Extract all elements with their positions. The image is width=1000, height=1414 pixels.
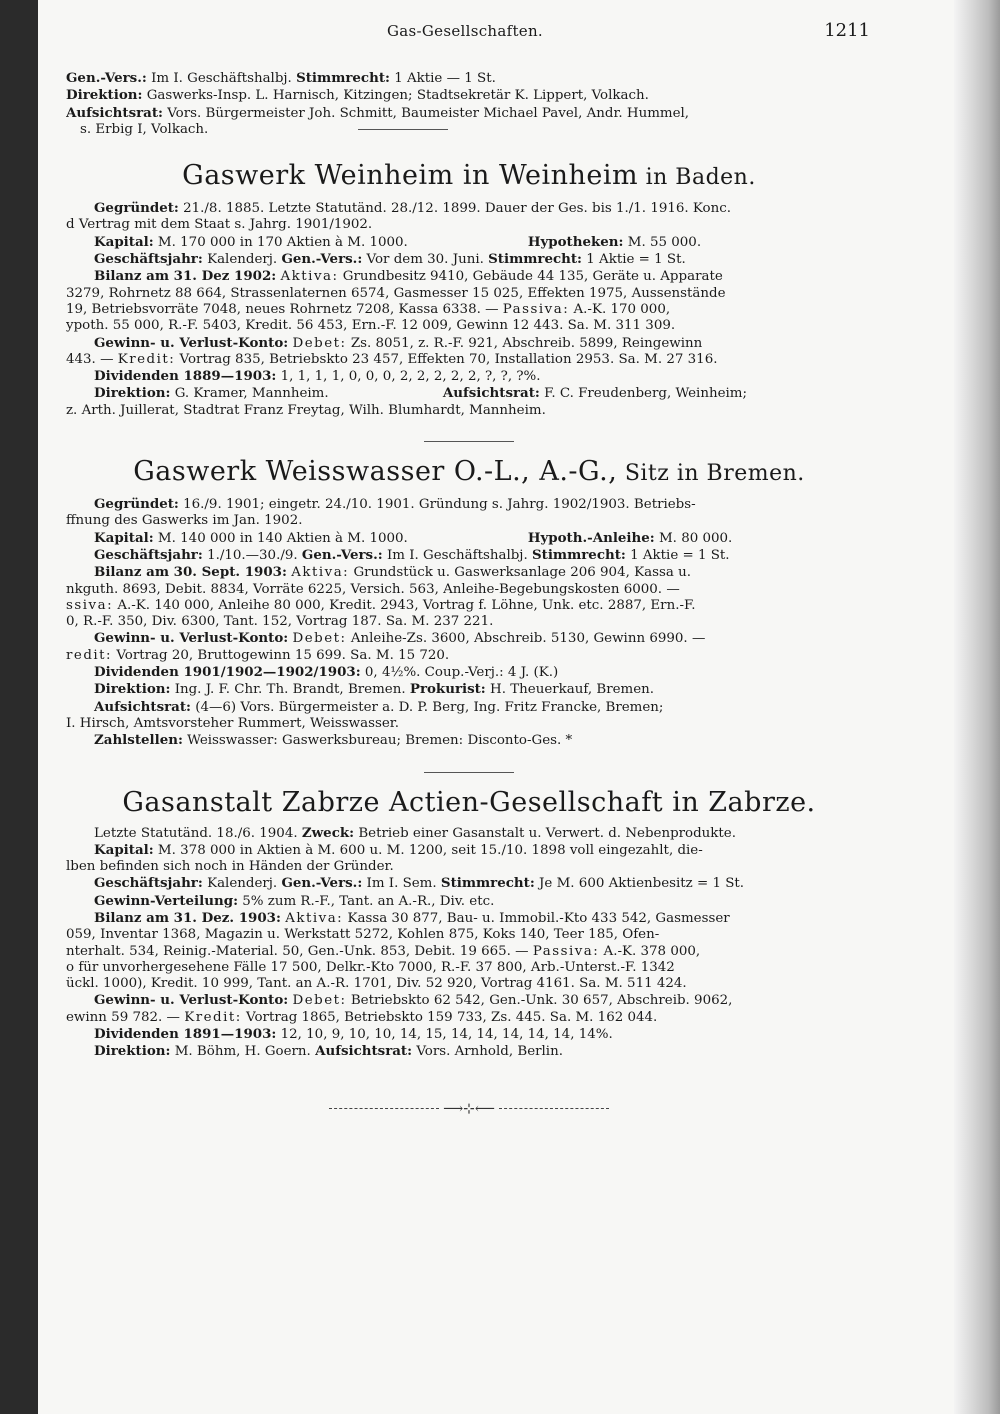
field-text: Vortrag 1865, Betriebskto 159 733, Zs. 445. Sa. M. 162 044.	[241, 1009, 658, 1025]
field-text: 3279, Rohrnetz 88 664, Strassenlaternen 6574, Gasmesser 15 025, Effekten 1975, Aussenstände	[66, 285, 726, 301]
text-line	[66, 716, 872, 732]
running-title: Gas-Gesellschaften.	[386, 22, 543, 40]
field-text: Zs. 8051, z. R.-F. 921, Abschreib. 5899, Reingewinn	[346, 335, 703, 351]
field-text: M. Böhm, H. Goern.	[170, 1044, 316, 1060]
text-line	[66, 582, 872, 598]
field-text: Letzte Statutänd. 18./6. 1904.	[94, 825, 302, 841]
text-line	[66, 302, 872, 318]
field-text: d Vertrag mit dem Staat s. Jahrg. 1901/1902.	[66, 217, 373, 233]
field-text: 1 Aktie = 1 St.	[625, 547, 730, 563]
field-label: Kapital:	[94, 233, 154, 250]
text-line	[66, 630, 872, 647]
field-label: Aufsichtsrat:	[66, 104, 163, 121]
field-text: Betriebskto 62 542, Gen.-Unk. 30 657, Abschreib. 9062,	[346, 993, 733, 1009]
field-text: 1 Aktie — 1 St.	[389, 71, 496, 86]
spacer	[66, 750, 872, 772]
field-label: Gegründet:	[94, 496, 179, 513]
text-line	[66, 547, 872, 564]
field-keyword: Aktiva:	[280, 269, 339, 285]
field-text: M. 170 000 in 170 Aktien à M. 1000.	[153, 234, 408, 250]
text-line	[66, 664, 872, 681]
field-text: nterhalt. 534, Reinig.-Material. 50, Gen.-Unk. 853, Debit. 19 665. —	[66, 943, 533, 959]
field-text: Anleihe-Zs. 3600, Abschreib. 5130, Gewinn 6990. —	[346, 631, 706, 647]
text-line	[66, 859, 872, 875]
text-line	[66, 564, 872, 581]
text-line	[66, 368, 872, 385]
text-line	[66, 70, 872, 87]
field-text: Im I. Geschäftshalbj.	[382, 547, 532, 563]
field-label: Aufsichtsrat:	[315, 1043, 413, 1060]
text-line	[66, 513, 872, 529]
entry-title	[66, 160, 872, 194]
spacer	[66, 773, 872, 787]
field-label: Gen.-Vers.:	[281, 875, 363, 892]
text-line	[66, 1026, 872, 1043]
text-line	[66, 318, 872, 334]
title-suffix: in Baden.	[638, 165, 756, 191]
field-label: Gegründet:	[94, 200, 179, 217]
text-line	[66, 992, 872, 1009]
field-keyword: ssiva:	[66, 597, 114, 613]
field-label: Stimmrecht:	[440, 875, 535, 892]
field-label: Gewinn- u. Verlust-Konto:	[94, 630, 289, 647]
field-label: Aufsichtsrat:	[94, 698, 191, 715]
ornament-line	[499, 1108, 609, 1109]
text-line	[66, 335, 872, 352]
text-line	[66, 944, 872, 960]
page-number: 1211	[824, 20, 870, 41]
field-label: Dividenden 1889—1903:	[94, 368, 277, 385]
field-text: M. 140 000 in 140 Aktien à M. 1000.	[153, 530, 408, 546]
entry-gaswerk-weisswasser	[66, 456, 872, 749]
field-text: o für unvorhergesehene Fälle 17 500, Delkr.-Kto 7000, R.-F. 37 800, Arb.-Unterst.-F. 1342	[66, 959, 675, 975]
field-text: Ing. J. F. Chr. Th. Brandt, Bremen.	[170, 682, 410, 698]
field-keyword: Kredit:	[117, 351, 176, 367]
field-text: ffnung des Gaswerks im Jan. 1902.	[66, 513, 303, 529]
field-label: Direktion:	[94, 681, 171, 698]
field-label: Bilanz am 31. Dez. 1903:	[94, 909, 281, 926]
spacer	[66, 138, 872, 160]
field-text: F. C. Freudenberg, Weinheim;	[539, 386, 747, 402]
spacer	[66, 419, 872, 441]
text-line	[66, 648, 872, 664]
field-keyword: Debet:	[292, 335, 347, 351]
field-label: Geschäftsjahr:	[94, 546, 203, 563]
field-text: H. Theuerkauf, Bremen.	[485, 682, 655, 698]
spacer	[66, 442, 872, 456]
text-line	[66, 234, 872, 251]
text-line	[66, 598, 872, 614]
field-text: Kassa 30 877, Bau- u. Immobil.-Kto 433 542, Gasmesser	[343, 910, 730, 926]
field-text: Grundstück u. Gaswerksanlage 206 904, Kassa u.	[349, 565, 691, 581]
field-label: Aufsichtsrat:	[442, 385, 540, 402]
field-text: Betrieb einer Gasanstalt u. Verwert. d. Nebenprodukte.	[354, 825, 736, 841]
field-text: A.-K. 378 000,	[599, 943, 701, 959]
field-text: I. Hirsch, Amtsvorsteher Rummert, Weisswasser.	[66, 715, 399, 731]
title-main: Gaswerk Weisswasser O.-L., A.-G.,	[133, 456, 618, 488]
title-main: Gaswerk Weinheim in Weinheim	[182, 160, 639, 192]
field-text: Vor dem 30. Juni.	[362, 252, 489, 268]
text-line	[66, 732, 872, 749]
field-text: Kalenderj.	[202, 252, 282, 268]
field-text: M. 378 000 in Aktien à M. 600 u. M. 1200, seit 15./10. 1898 voll eingezahlt, die-	[153, 842, 703, 858]
field-label: Zweck:	[301, 824, 355, 841]
field-text: lben befinden sich noch in Händen der Gründer.	[66, 859, 394, 875]
field-text: Vors. Arnhold, Berlin.	[412, 1044, 563, 1060]
field-label: Gen.-Vers.:	[66, 70, 147, 86]
field-label: Stimmrecht:	[488, 251, 582, 268]
text-line	[66, 681, 872, 698]
field-label: Prokurist:	[409, 681, 486, 698]
field-label: Geschäftsjahr:	[94, 875, 203, 892]
field-text: 19, Betriebsvorräte 7048, neues Rohrnetz 7208, Kassa 6338. —	[66, 301, 503, 317]
text-line	[66, 699, 872, 716]
text-line	[66, 286, 872, 302]
field-text: 443. —	[66, 351, 118, 367]
title-main: Gasanstalt Zabrze Actien-Gesellschaft in Zabrze.	[122, 786, 816, 818]
field-keyword: Passiva:	[532, 943, 600, 959]
text-line	[66, 927, 872, 943]
field-text: Grundbesitz 9410, Gebäude 44 135, Geräte u. Apparate	[338, 269, 723, 285]
field-text: nkguth. 8693, Debit. 8834, Vorräte 6225, Versich. 563, Anleihe-Begebungskosten 6000. —	[66, 581, 680, 597]
field-label: Gewinn-Verteilung:	[94, 892, 239, 909]
field-text: 0, 4½%. Coup.-Verj.: 4 J. (K.)	[360, 665, 559, 681]
field-text: M. 55 000.	[623, 234, 702, 250]
field-text: Vortrag 835, Betriebskto 23 457, Effekten 70, Installation 2953. Sa. M. 27 316.	[175, 351, 718, 367]
text-line	[66, 352, 872, 368]
field-text: (4—6) Vors. Bürgermeister a. D. P. Berg, Ing. Fritz Francke, Bremen;	[190, 699, 664, 715]
field-text: 16./9. 1901; eingetr. 24./10. 1901. Gründung s. Jahrg. 1902/1903. Betriebs-	[178, 497, 696, 513]
field-label: Stimmrecht:	[296, 70, 390, 86]
field-label: Bilanz am 30. Sept. 1903:	[94, 564, 287, 581]
separator-rule	[358, 129, 448, 130]
field-label: Hypoth.-Anleihe:	[527, 529, 655, 546]
field-text: 1./10.—30./9.	[202, 547, 302, 563]
text-line	[66, 105, 872, 122]
field-label: Dividenden 1891—1903:	[94, 1026, 277, 1043]
text-line	[66, 251, 872, 268]
field-label: Kapital:	[94, 529, 154, 546]
ornament-glyph: ⟶⊹⟵	[443, 1100, 495, 1117]
field-text: Gaswerks-Insp. L. Harnisch, Kitzingen; Stadtsekretär K. Lippert, Volkach.	[142, 88, 649, 104]
field-text: 1 Aktie = 1 St.	[582, 252, 686, 268]
text-line	[66, 87, 872, 104]
text-line	[66, 893, 872, 910]
text-line	[66, 496, 872, 513]
text-line	[66, 217, 872, 233]
text-line	[66, 1043, 872, 1060]
text-line	[66, 1010, 872, 1026]
field-label: Direktion:	[94, 385, 171, 402]
text-line	[66, 268, 872, 285]
page-content	[66, 70, 872, 1117]
ornament-line	[329, 1108, 439, 1109]
text-line	[66, 614, 872, 630]
field-label: Hypotheken:	[527, 233, 624, 250]
text-line	[66, 842, 872, 859]
field-keyword: Debet:	[292, 993, 347, 1009]
field-label: Gen.-Vers.:	[281, 251, 363, 268]
field-keyword: Passiva:	[502, 301, 570, 317]
field-text: Im I. Geschäftshalbj.	[146, 71, 297, 86]
field-text: 5% zum R.-F., Tant. an A.-R., Div. etc.	[238, 893, 495, 909]
field-keyword: Aktiva:	[291, 565, 350, 581]
text-line	[66, 530, 872, 547]
field-text: 059, Inventar 1368, Magazin u. Werkstatt 5272, Kohlen 875, Koks 140, Teer 185, Ofen-	[66, 927, 660, 943]
text-line	[66, 875, 872, 892]
field-label: Direktion:	[94, 1043, 171, 1060]
field-text: 0, R.-F. 350, Div. 6300, Tant. 152, Vortrag 187. Sa. M. 237 221.	[66, 614, 494, 630]
field-text: Kalenderj.	[202, 876, 282, 892]
field-text: A.-K. 140 000, Anleihe 80 000, Kredit. 2943, Vortrag f. Löhne, Unk. etc. 2887, Ern.-F.	[113, 597, 696, 613]
text-line	[66, 200, 872, 217]
text-line	[66, 960, 872, 976]
field-text: s. Erbig I, Volkach.	[80, 121, 209, 137]
page-header	[60, 22, 870, 48]
text-line	[66, 910, 872, 927]
entry-gaswerk-weinheim	[66, 160, 872, 419]
field-text: Weisswasser: Gaswerksbureau; Bremen: Disconto-Ges. *	[182, 733, 573, 749]
entry-title	[66, 456, 872, 490]
field-label: Zahlstellen:	[94, 732, 183, 749]
previous-entry-tail	[66, 70, 872, 138]
title-suffix: Sitz in Bremen.	[617, 461, 805, 487]
text-line	[66, 385, 872, 402]
field-text: G. Kramer, Mannheim.	[170, 386, 333, 402]
scan-left-edge	[0, 0, 38, 1414]
field-text: ückl. 1000), Kredit. 10 999, Tant. an A.-R. 1701, Div. 52 920, Vortrag 4161. Sa. M. 511 424.	[66, 976, 687, 992]
field-label: Direktion:	[66, 87, 143, 104]
field-text: M. 80 000.	[654, 530, 733, 546]
scan-right-edge	[954, 0, 1000, 1414]
field-text: Vortrag 20, Bruttogewinn 15 699. Sa. M. 15 720.	[112, 647, 450, 663]
field-keyword: redit:	[66, 647, 113, 663]
text-line	[66, 122, 872, 138]
field-text: ypoth. 55 000, R.-F. 5403, Kredit. 56 453, Ern.-F. 12 009, Gewinn 12 443. Sa. M. 311 309.	[66, 318, 676, 334]
field-label: Geschäftsjahr:	[94, 251, 203, 268]
field-text: 12, 10, 9, 10, 10, 14, 15, 14, 14, 14, 14, 14, 14%.	[276, 1027, 613, 1043]
field-keyword: Debet:	[292, 631, 347, 647]
field-keyword: Aktiva:	[285, 910, 344, 926]
field-text: Je M. 600 Aktienbesitz = 1 St.	[534, 876, 745, 892]
field-text: z. Arth. Juillerat, Stadtrat Franz Freytag, Wilh. Blumhardt, Mannheim.	[66, 402, 546, 418]
field-keyword: Kredit:	[184, 1009, 242, 1025]
field-label: Kapital:	[94, 841, 154, 858]
text-line	[66, 976, 872, 992]
closing-ornament	[66, 1101, 872, 1117]
field-text: ewinn 59 782. —	[66, 1009, 185, 1025]
field-label: Gewinn- u. Verlust-Konto:	[94, 334, 289, 351]
entry-title	[66, 787, 872, 819]
field-text: 1, 1, 1, 1, 0, 0, 0, 2, 2, 2, 2, 2, ?, ?, ?%.	[276, 369, 541, 385]
field-text: 21./8. 1885. Letzte Statutänd. 28./12. 1899. Dauer der Ges. bis 1./1. 1916. Konc.	[178, 201, 731, 217]
text-line	[66, 403, 872, 419]
field-label: Dividenden 1901/1902—1902/1903:	[94, 664, 361, 681]
field-label: Gewinn- u. Verlust-Konto:	[94, 992, 289, 1009]
field-text: A.-K. 170 000,	[569, 301, 671, 317]
field-label: Stimmrecht:	[531, 546, 626, 563]
field-text: Vors. Bürgermeister Joh. Schmitt, Baumeister Michael Pavel, Andr. Hummel,	[162, 105, 690, 121]
field-text: Im I. Sem.	[362, 876, 441, 892]
field-label: Bilanz am 31. Dez 1902:	[94, 268, 277, 285]
field-label: Gen.-Vers.:	[301, 546, 383, 563]
text-line	[66, 825, 872, 842]
entry-gasanstalt-zabrze	[66, 787, 872, 1061]
